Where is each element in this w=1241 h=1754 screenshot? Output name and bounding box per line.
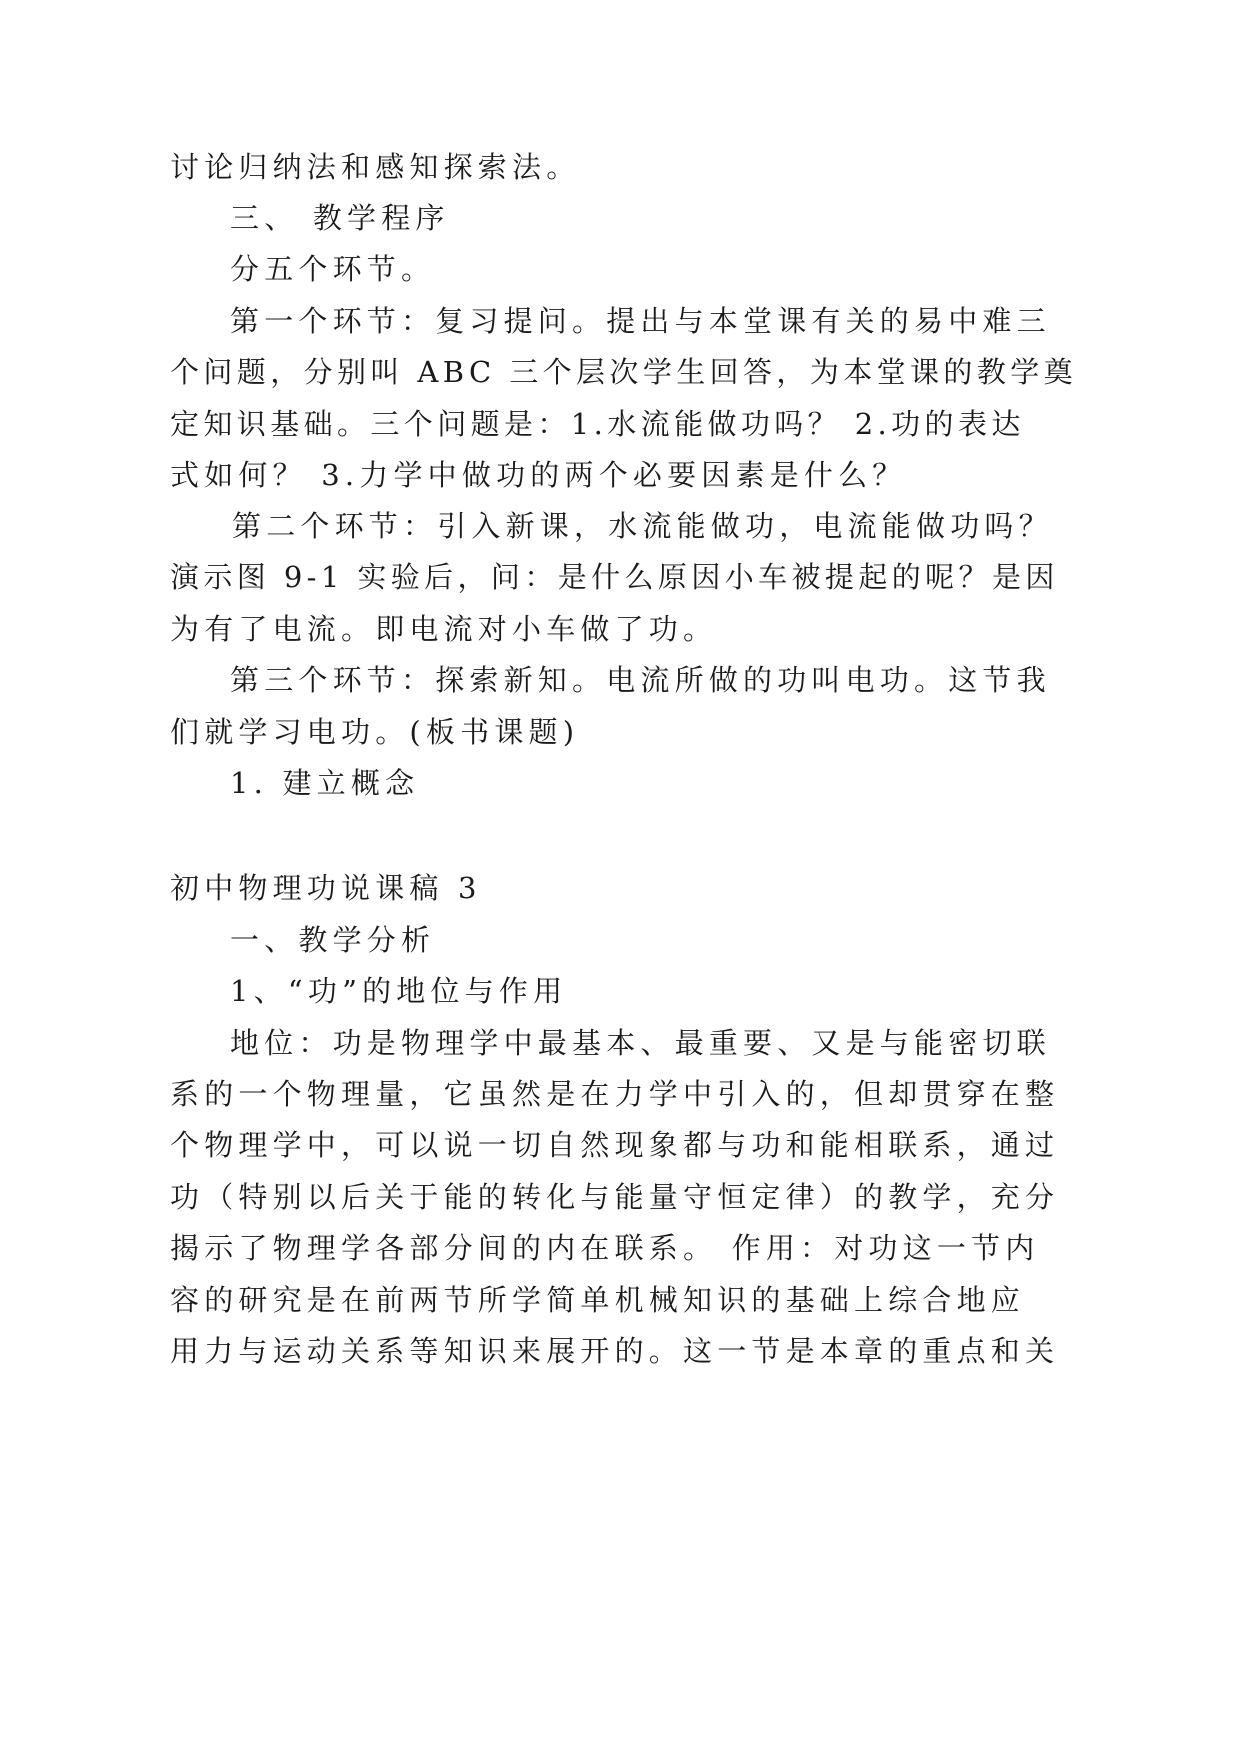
section-heading: 一、教学分析 (230, 923, 436, 957)
paragraph-line: 式如何？ 3.力学中做功的两个必要因素是什么？ (170, 458, 907, 492)
paragraph-line: 容的研究是在前两节所学简单机械知识的基础上综合地应 (170, 1283, 1026, 1317)
paragraph-line: 们就学习电功。(板书课题) (170, 715, 580, 749)
paragraph-line: 个物理学中，可以说一切自然现象都与功和能相联系，通过 (170, 1128, 1060, 1162)
paragraph-line: 用力与运动关系等知识来展开的。这一节是本章的重点和关 (170, 1334, 1060, 1368)
paragraph-line: 功（特别以后关于能的转化与能量守恒定律）的教学，充分 (170, 1180, 1060, 1214)
paragraph-line: 讨论归纳法和感知探索法。 (170, 150, 581, 184)
paragraph-line: 系的一个物理量，它虽然是在力学中引入的，但却贯穿在整 (170, 1077, 1060, 1111)
paragraph-line: 定知识基础。三个问题是：1.水流能做功吗？ 2.功的表达 (170, 407, 1025, 441)
paragraph-line: 演示图 9-1 实验后，问：是什么原因小车被提起的呢？是因 (170, 560, 1059, 594)
paragraph-line: 个问题，分别叫 ABC 三个层次学生回答，为本堂课的教学奠 (170, 355, 1078, 389)
paragraph-line: 第一个环节：复习提问。提出与本堂课有关的易中难三 (230, 304, 1051, 338)
paragraph-line: 第二个环节：引入新课，水流能做功，电流能做功吗？ (232, 509, 1053, 543)
paragraph-line: 为有了电流。即电流对小车做了功。 (170, 612, 718, 646)
paragraph-line: 分五个环节。 (230, 252, 436, 286)
subsection-heading: 1. 建立概念 (230, 766, 420, 800)
paragraph-line: 地位：功是物理学中最基本、最重要、又是与能密切联 (230, 1026, 1051, 1060)
section-heading: 三、 教学程序 (230, 201, 450, 235)
paragraph-line: 第三个环节：探索新知。电流所做的功叫电功。这节我 (230, 663, 1051, 697)
paragraph-line: 揭示了物理学各部分间的内在联系。 作用：对功这一节内 (170, 1231, 1040, 1265)
subsection-heading: 1、“功”的地位与作用 (230, 974, 568, 1008)
document-title: 初中物理功说课稿 3 (170, 871, 482, 905)
